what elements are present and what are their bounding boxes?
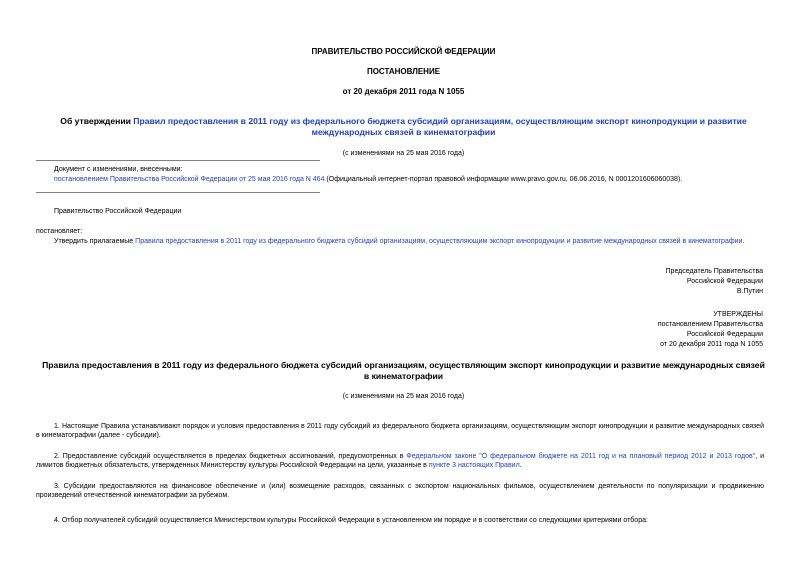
- paragraph-2-part-c: .: [519, 462, 522, 469]
- amendments-intro: Документ с изменениями, внесенными:: [54, 166, 183, 173]
- document-type: ПОСТАНОВЛЕНИЕ: [366, 67, 441, 76]
- paragraph-2-part-a: 2. Предоставление субсидий осуществляется в пределах бюджетных ассигнований, предусмотренных в: [54, 453, 407, 460]
- paragraph-4: 4. Отбор получателей субсидий осуществляется Министерством культуры Российской Федерации в установленном им порядке и в соответствии со следующими критериями отбора:: [54, 517, 648, 524]
- rules-amended-note: (с изменениями на 25 мая 2016 года): [342, 393, 465, 400]
- paragraph-1: 1. Настоящие Правила устанавливают порядок и условия предоставления в 2011 году субсидий из федерального бюджета организациям, осуществляющим экспорт кинопродукции и развитие международных связей в кинематографии (далее - субсидии).: [36, 423, 764, 439]
- resolves-word: постановляет:: [36, 228, 83, 235]
- paragraph-3: 3. Субсидии предоставляются на финансовое обеспечение и (или) возмещение расходов, связанных с экспортом национальных фильмов, осуществлением деятельности по популяризации и продвижению произведений отечественной кинематографии за рубежом.: [36, 483, 764, 499]
- signature-country: Российской Федерации: [686, 278, 763, 285]
- paragraph-2-part-b: , и лимитов бюджетных обязательств, утвержденных Министерству культуры Российской Федерации на цели, указанные в: [36, 453, 764, 469]
- approval-line-3: Российской Федерации: [686, 331, 763, 338]
- divider-top: [36, 160, 320, 161]
- approval-line-2: постановлением Правительства: [657, 321, 763, 328]
- approved-rules-link[interactable]: Правила предоставления в 2011 году из федерального бюджета субсидий организациям, осуществляющим экспорт кинопродукции и развитие международных связей в кинематографии: [135, 238, 743, 245]
- approve-paragraph: [54, 237, 744, 246]
- amendments-line: [54, 175, 682, 184]
- federal-law-link[interactable]: Федеральном законе "О федеральном бюджете на 2011 год и на плановый период 2012 и 2013 годов": [406, 453, 756, 460]
- amendment-source: (Официальный интернет-портал правовой информации www.pravo.gov.ru, 06.06.2016, N 0001201606060038).: [324, 176, 683, 183]
- divider-bottom: [36, 192, 320, 193]
- approve-suffix: .: [742, 238, 745, 245]
- clause-3-link[interactable]: пункте 3 настоящих Правил: [428, 462, 520, 469]
- document-title: [40, 116, 767, 138]
- paragraph-2: [36, 452, 764, 470]
- approve-prefix: Утвердить прилагаемые: [54, 238, 136, 245]
- government-heading: ПРАВИТЕЛЬСТВО РОССИЙСКОЙ ФЕДЕРАЦИИ: [311, 47, 496, 56]
- issuer: Правительство Российской Федерации: [54, 208, 182, 215]
- signature-name: В.Путин: [736, 288, 763, 295]
- document-title-prefix: Об утверждении: [60, 116, 134, 126]
- amendment-resolution-link[interactable]: постановлением Правительства Российской Федерации от 25 мая 2016 года N 464: [54, 176, 325, 183]
- approval-stamp: УТВЕРЖДЕНЫ: [713, 311, 763, 318]
- rules-title-link[interactable]: Правил предоставления в 2011 году из федерального бюджета субсидий организациям, осуществляющим экспорт кинопродукции и развитие международных связей в кинематографии: [133, 116, 747, 137]
- document-date-number: от 20 декабря 2011 года N 1055: [342, 87, 465, 96]
- approval-line-4: от 20 декабря 2011 года N 1055: [660, 341, 763, 348]
- rules-title: Правила предоставления в 2011 году из федерального бюджета субсидий организациям, осуществляющим экспорт кинопродукции и развитие международных связей в кинематографии: [42, 360, 765, 381]
- title-amended-note: (с изменениями на 25 мая 2016 года): [342, 150, 465, 157]
- signature-position: Председатель Правительства: [665, 268, 763, 275]
